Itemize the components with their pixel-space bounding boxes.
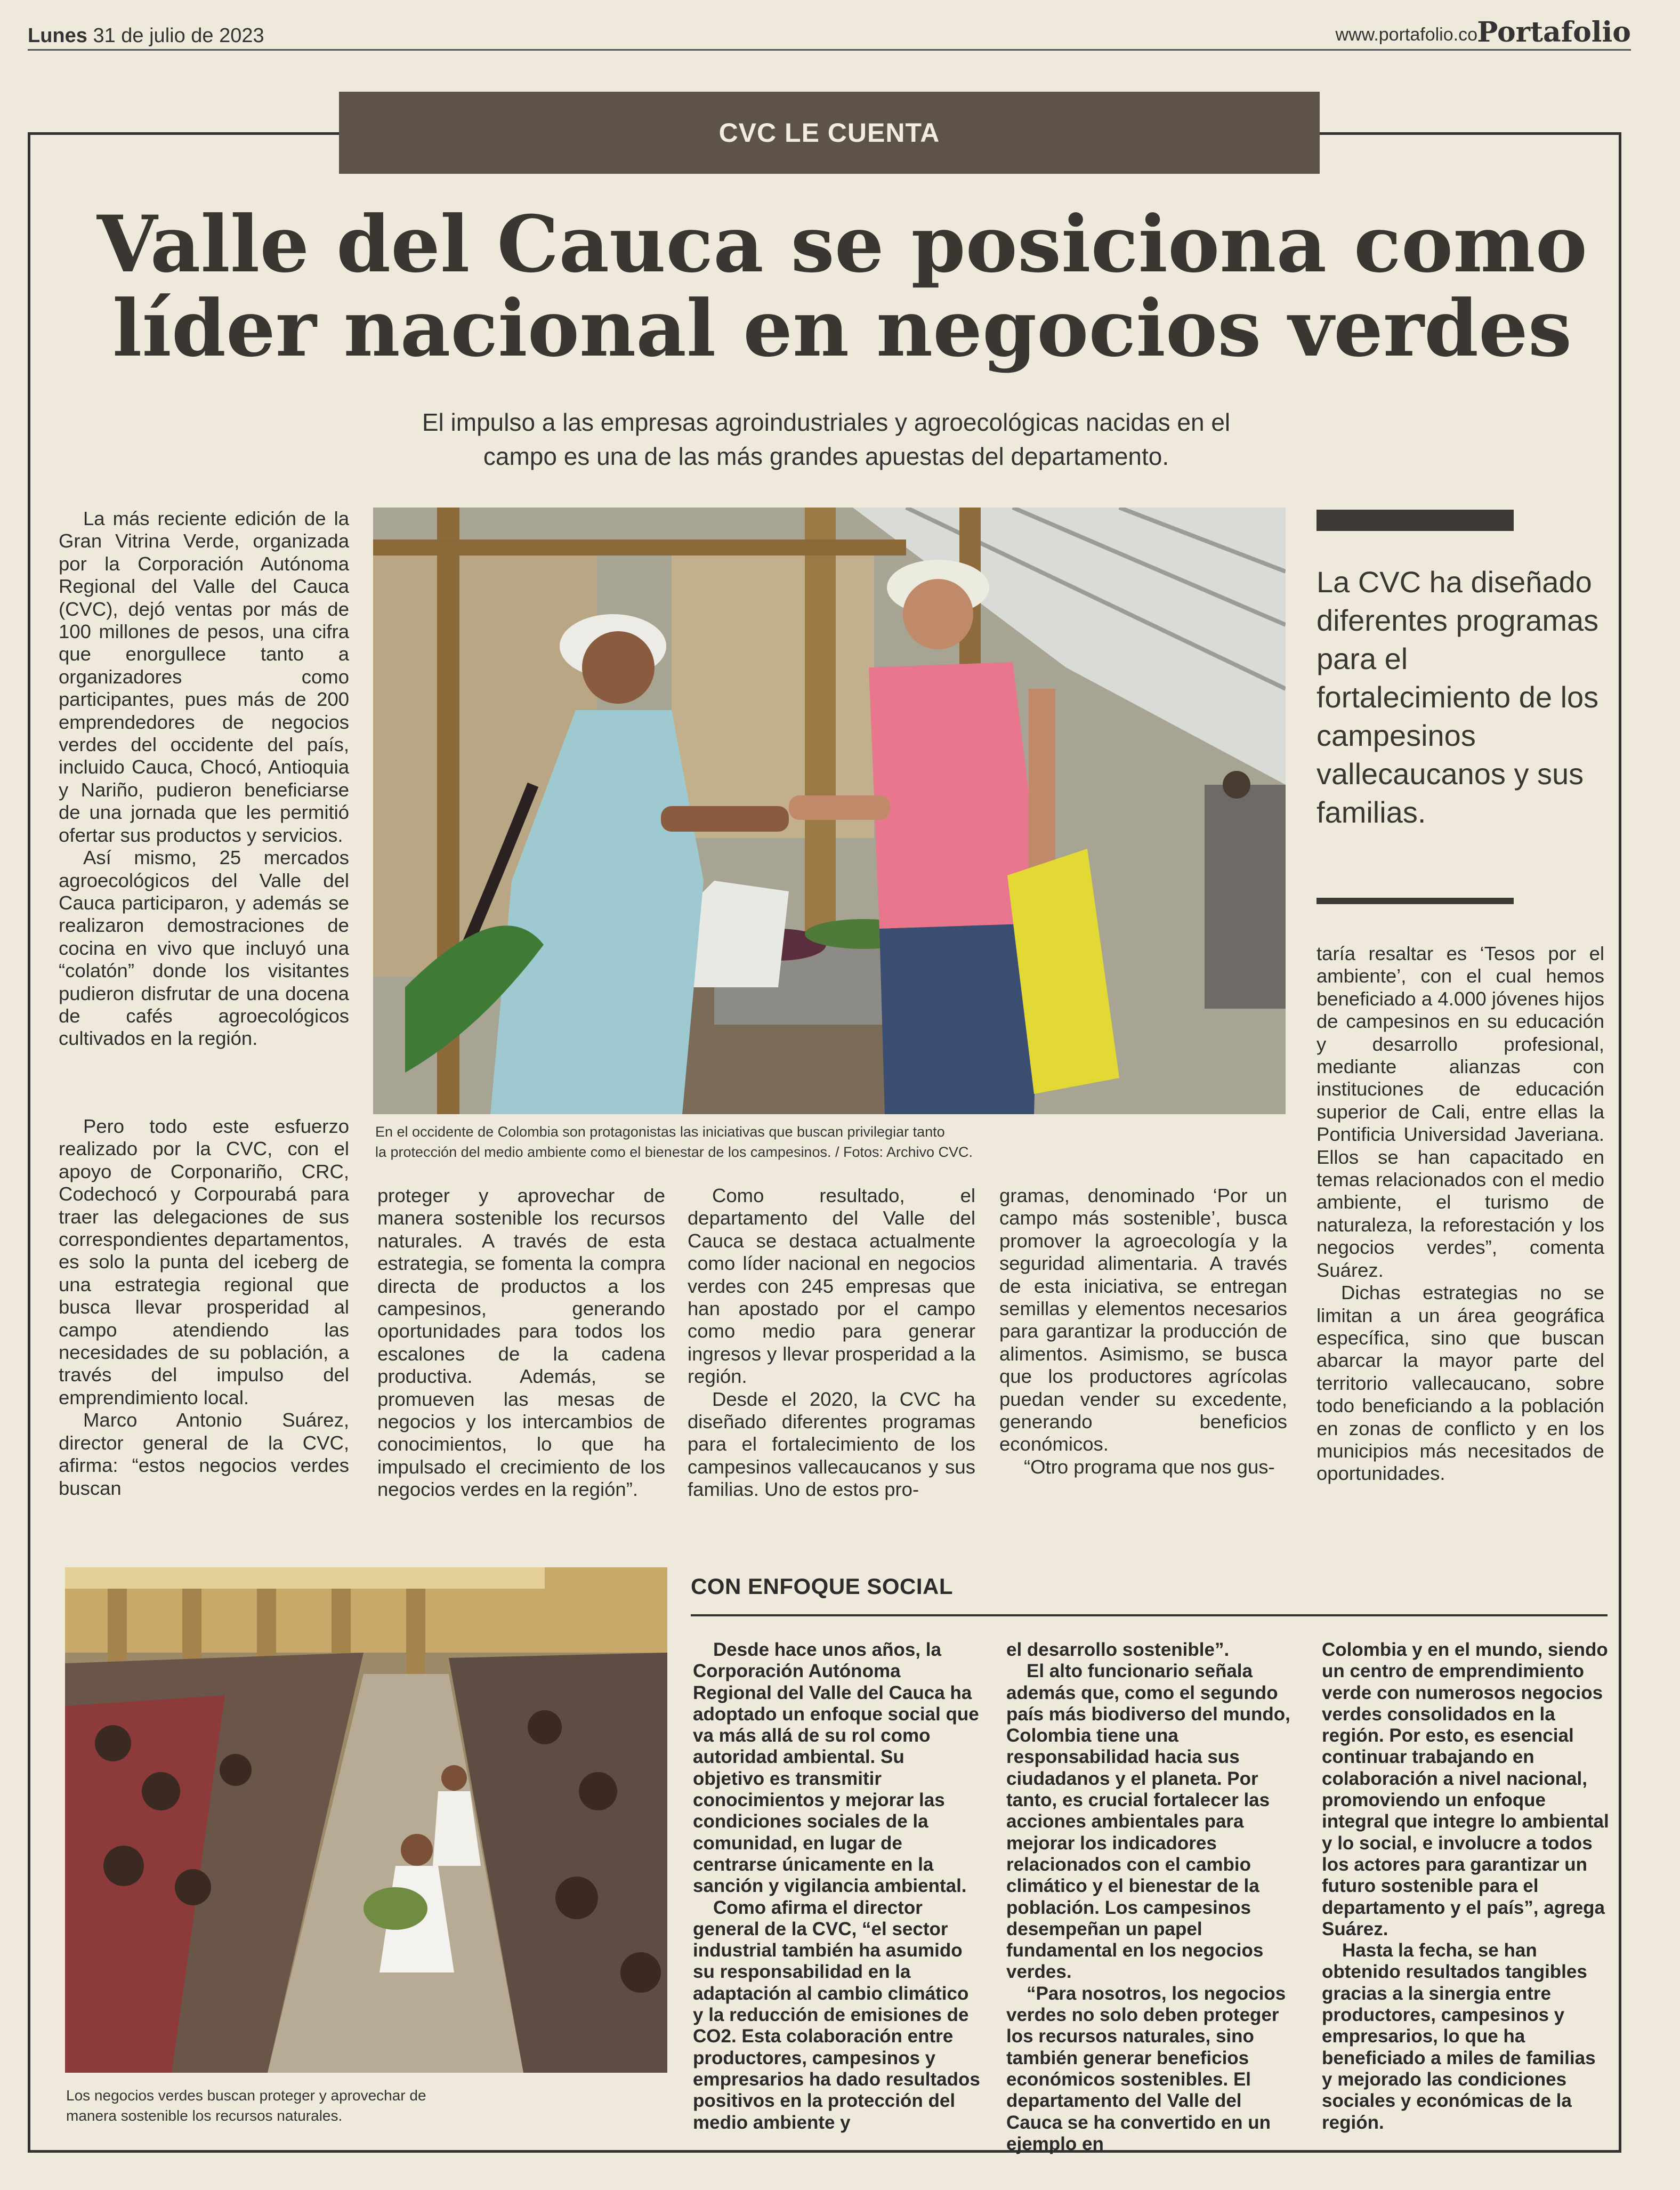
issue-day: Lunes (28, 25, 87, 47)
pullquote-bottom-bar (1316, 898, 1514, 904)
article-column-3 (688, 1185, 975, 1501)
subhead-line-1: El impulso a las empresas agroindustriales y agroecológicas nacidas en el (422, 408, 1231, 436)
paragraph: “Otro programa que nos gus- (1024, 1455, 1275, 1478)
paragraph: Desde hace unos años, la Corporación Autónoma Regional del Valle del Cauca ha adoptado un enfoque social que va más allá de su rol como autoridad ambiental. Su objetivo es transmitir conocimientos y mejorar las condiciones sociales de la comunidad, en lugar de centrarse únicamente en la sanción y vigilancia ambiental. (693, 1639, 979, 1897)
site-url: www.portafolio.co (1335, 25, 1477, 45)
paragraph: La más reciente edición de la Gran Vitrina Verde, organizada por la Corporación Autónoma Regional del Valle del Cauca (CVC), dejó ventas por más de 100 millones de pesos, una cifra que enorgullece tanto a organizadores como participantes, pues más de 200 emprendedores de negocios verdes del occidente del país, incluido Cauca, Chocó, Antioquia y Nariño, pudieron beneficiarse de una jornada que les permitió ofertar sus productos y servicios. (59, 508, 349, 846)
section-subtitle: CON ENFOQUE SOCIAL (691, 1574, 954, 1599)
brand-logo: Portafolio (1477, 16, 1631, 49)
paragraph: Pero todo este esfuerzo realizado por la CVC, con el apoyo de Corponariño, CRC, Codechocó y Corpourabá para traer las delegaciones de sus correspondientes departamentos, es solo la punta del iceberg de una estrategia regional que busca llevar prosperidad al campo atendiendo las necesidades de su población, a través del impulso del emprendimiento local. (59, 1115, 349, 1408)
headline (75, 199, 1610, 374)
article-column-1 (59, 508, 349, 1050)
paragraph: Como resultado, el departamento del Valle del Cauca se destaca actualmente como líder nacional en negocios verdes con 245 empresas que han apostado por el campo como medio para generar ingresos y llevar prosperidad a la región. (688, 1185, 975, 1388)
headline-line-1: Valle del Cauca se posiciona como (96, 199, 1588, 290)
paragraph: gramas, denominado ‘Por un campo más sostenible’, busca promover la agroecología y la seguridad alimentaria. A través de esta iniciativa, se entregan semillas y elementos necesarios para garantizar la producción de alimentos. Asimismo, se busca que los productores agrícolas puedan vender su excedente, generando beneficios económicos. (999, 1185, 1287, 1455)
subhead-line-2: campo es una de las más grandes apuestas del departamento. (483, 442, 1169, 470)
social-column-2 (1006, 1639, 1294, 2155)
paragraph: Hasta la fecha, se han obtenido resultados tangibles gracias a la sinergia entre productores, campesinos y empresarios, lo que ha beneficiado a miles de familias y mejorado las condiciones sociales y económicas de la región. (1322, 1940, 1596, 2133)
paragraph: Dichas estrategias no se limitan a un área geográfica específica, sino que buscan abarcar la mayor parte del territorio vallecaucano, sobre todo beneficiando a la población en zonas de conflicto y en los municipios más necesitados de oportunidades. (1316, 1282, 1604, 1485)
paragraph: proteger y aprovechar de manera sostenible los recursos naturales. A través de esta estrategia, se fomenta la compra directa de productos a los campesinos, generando oportunidades para todos los escalones de la cadena productiva. Además, se promueven las mesas de negocios y los intercambios de conocimientos, lo que ha impulsado el crecimiento de los negocios verdes en la región”. (377, 1185, 665, 1501)
social-column-1 (693, 1639, 981, 2133)
paragraph: Colombia y en el mundo, siendo un centro de emprendimiento verde con numerosos negocios verdes consolidados en la región. Por esto, es esencial continuar trabajando en colaboración a nivel nacional, promoviendo un enfoque integral que integre lo ambiental y lo social, e involucre a todos los actores para garantizar un futuro sostenible para el departamento y el país”, agrega Suárez. (1322, 1639, 1609, 1939)
photo-caption-2 (66, 2086, 668, 2126)
paragraph: Marco Antonio Suárez, director general de la CVC, afirma: “estos negocios verdes buscan (59, 1409, 349, 1499)
pullquote-top-bar (1316, 510, 1514, 531)
caption-2-line-2: manera sostenible los recursos naturales. (66, 2107, 343, 2124)
paragraph: “Para nosotros, los negocios verdes no solo deben proteger los recursos naturales, sino también generar beneficios económicos sostenibles. El departamento del Valle del Cauca se ha convertido en un ejemplo en (1006, 1983, 1286, 2154)
photo-caption (375, 1122, 1287, 1162)
paragraph: Como afirma el director general de la CVC, “el sector industrial también ha asumido su responsabilidad en la adaptación al cambio climático y la reducción de emisiones de CO2. Esta colaboración entre productores, campesinos y empresarios ha dado resultados positivos en la protección del medio ambiente y (693, 1897, 980, 2133)
handshake-illustration (373, 508, 1286, 1114)
article-column-1-continued (59, 1115, 349, 1500)
caption-line-1: En el occidente de Colombia son protagonistas las iniciativas que buscan privilegiar tanto (375, 1124, 945, 1140)
caption-2-line-1: Los negocios verdes buscan proteger y aprovechar de (66, 2087, 426, 2104)
headline-line-2: líder nacional en negocios verdes (112, 283, 1572, 374)
handshake-photo (373, 508, 1286, 1114)
paragraph: El alto funcionario señala además que, como el segundo país más biodiverso del mundo, Colombia tiene una responsabilidad hacia sus ciudadanos y el planeta. Por tanto, es crucial fortalecer las acciones ambientales para mejorar los indicadores relacionados con el cambio climático y el bienestar de la población. Los campesinos desempeñan un papel fundamental en los negocios verdes. (1006, 1661, 1290, 1983)
paragraph: el desarrollo sostenible”. (1006, 1639, 1230, 1660)
paragraph: Desde el 2020, la CVC ha diseñado diferentes programas para el fortalecimiento de los campesinos vallecaucanos y sus familias. Uno de estos pro- (688, 1388, 975, 1501)
caption-line-2: la protección del medio ambiente como el bienestar de los campesinos. / Fotos: Archivo CVC. (375, 1144, 973, 1160)
article-column-2 (377, 1185, 665, 1501)
article-column-4 (999, 1185, 1287, 1478)
issue-date-text: 31 de julio de 2023 (93, 25, 264, 47)
issue-date (28, 25, 264, 47)
paragraph: taría resaltar es ‘Tesos por el ambiente’, con el cual hemos beneficiado a 4.000 jóvenes hijos de campesinos en su educación y desarrollo profesional, mediante alianzas con instituciones de educación superior de Cali, entre ellas la Pontificia Universidad Javeriana. Ellos se han capacitado en temas relacionados con el medio ambiente, el turismo de naturaleza, la reforestación y los negocios verdes”, comenta Suárez. (1316, 943, 1604, 1281)
section-banner: CVC LE CUENTA (339, 92, 1320, 174)
parade-illustration (65, 1567, 667, 2073)
social-column-3 (1322, 1639, 1610, 2133)
subheadline (346, 405, 1306, 473)
masthead-rule (28, 49, 1631, 51)
section-subtitle-rule (691, 1614, 1608, 1616)
paragraph: Así mismo, 25 mercados agroecológicos del Valle del Cauca participaron, y además se realizaron demostraciones de cocina en vivo que incluyó una “colatón” donde los visitantes pudieron disfrutar de una docena de cafés agroecológicos cultivados en la región. (59, 847, 349, 1050)
pullquote: La CVC ha diseñado diferentes programas para el fortalecimiento de los campesinos vallecaucanos y sus familias. (1316, 565, 1599, 829)
parade-photo (65, 1567, 667, 2073)
article-column-5 (1316, 943, 1604, 1485)
